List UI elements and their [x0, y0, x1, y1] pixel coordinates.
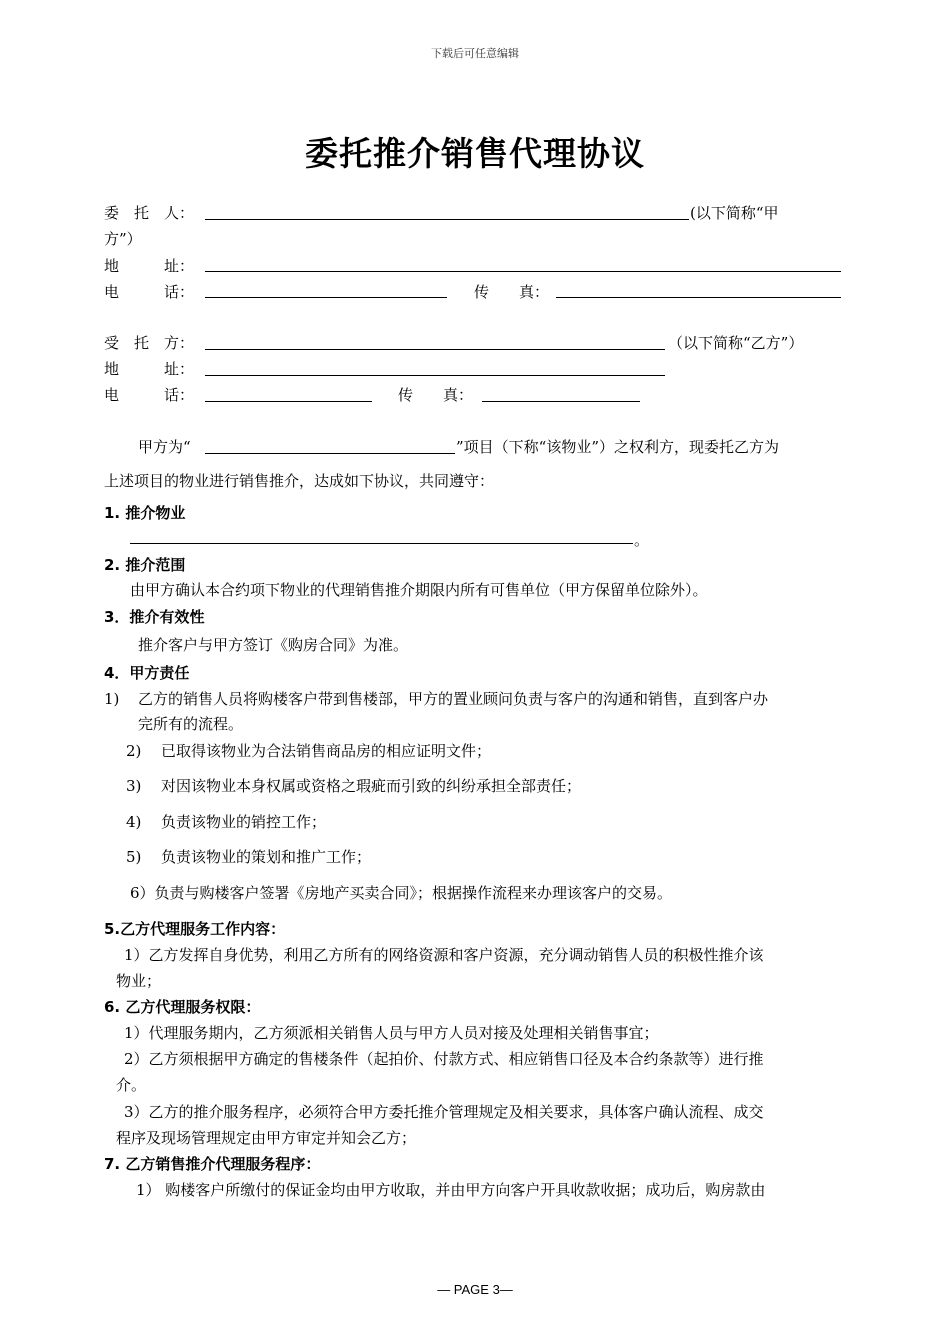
section-4-item-3-num: 3)	[126, 777, 142, 795]
party-b-address-blank	[205, 375, 665, 376]
section-1-end-mark: 。	[634, 531, 650, 549]
party-b-phone-blank	[205, 401, 372, 402]
party-a-suffix: (以下简称“甲	[690, 204, 779, 222]
section-5-item-1-line2: 物业；	[116, 972, 162, 990]
party-a-suffix-cont: 方”）	[104, 230, 142, 248]
party-a-name-blank	[205, 219, 689, 220]
party-a-address-label: 地 址：	[104, 257, 195, 275]
section-4-title: 4．甲方责任	[104, 664, 190, 682]
section-4-item-2-num: 2)	[126, 742, 142, 760]
party-b-fax-label: 传 真：	[398, 386, 474, 404]
section-2-title: 2. 推介范围	[104, 556, 186, 574]
section-1-title: 1. 推介物业	[104, 504, 186, 522]
intro-line2: 上述项目的物业进行销售推介，达成如下协议，共同遵守：	[104, 472, 495, 490]
section-4-item-4-num: 4)	[126, 813, 142, 831]
section-4-item-1-line2: 完所有的流程。	[138, 715, 244, 733]
party-a-phone-blank	[205, 297, 447, 298]
section-6-item-3-line1: 3）乙方的推介服务程序，必须符合甲方委托推介管理规定及相关要求，具体客户确认流程、成交	[124, 1103, 764, 1121]
section-6-item-3-line2: 程序及现场管理规定由甲方审定并知会乙方；	[116, 1129, 417, 1147]
party-a-address-blank	[205, 271, 841, 272]
project-name-blank	[205, 453, 455, 454]
section-4-item-6: 6）负责与购楼客户签署《房地产买卖合同》；根据操作流程来办理该客户的交易。	[130, 884, 673, 902]
party-a-fax-label: 传 真：	[474, 283, 550, 301]
party-b-suffix: （以下简称“乙方”）	[668, 334, 804, 352]
section-7-item-1: 1） 购楼客户所缴付的保证金均由甲方收取，并由甲方向客户开具收款收据；成功后，购房款由	[136, 1181, 766, 1199]
section-2-text: 由甲方确认本合约项下物业的代理销售推介期限内所有可售单位（甲方保留单位除外）。	[130, 581, 708, 599]
party-a-phone-label: 电 话：	[104, 283, 195, 301]
section-3-title: 3．推介有效性	[104, 608, 205, 626]
intro-line1-end: ”项目（下称“该物业”）之权利方，现委托乙方为	[456, 438, 780, 456]
section-4-item-4: 负责该物业的销控工作；	[161, 813, 327, 831]
section-6-item-1: 1）代理服务期内，乙方须派相关销售人员与甲方人员对接及处理相关销售事宜；	[124, 1024, 659, 1042]
section-4-item-2: 已取得该物业为合法销售商品房的相应证明文件；	[161, 742, 492, 760]
section-4-item-5: 负责该物业的策划和推广工作；	[161, 848, 372, 866]
section-3-text: 推介客户与甲方签订《购房合同》为准。	[138, 636, 409, 654]
page-number: — PAGE 3—	[437, 1282, 513, 1297]
document-title: 委托推介销售代理协议	[305, 134, 645, 173]
section-5-item-1-line1: 1）乙方发挥自身优势，利用乙方所有的网络资源和客户资源，充分调动销售人员的积极性推介该	[124, 946, 764, 964]
property-blank	[130, 543, 633, 544]
header-note: 下载后可任意编辑	[431, 47, 519, 60]
section-6-item-2-line1: 2）乙方须根据甲方确定的售楼条件（起拍价、付款方式、相应销售口径及本合约条款等）进行推	[124, 1050, 764, 1068]
party-b-phone-label: 电 话：	[104, 386, 195, 404]
section-4-item-1-line1: 乙方的销售人员将购楼客户带到售楼部，甲方的置业顾问负责与客户的沟通和销售，直到客户办	[138, 690, 769, 708]
intro-line1-start: 甲方为“	[138, 438, 191, 456]
party-a-label: 委 托 人：	[104, 204, 195, 222]
section-4-item-1-num: 1)	[104, 690, 120, 708]
section-4-item-3: 对因该物业本身权属或资格之瑕疵而引致的纠纷承担全部责任；	[161, 777, 582, 795]
party-b-fax-blank	[482, 401, 640, 402]
section-6-title: 6. 乙方代理服务权限：	[104, 998, 261, 1016]
section-4-item-5-num: 5)	[126, 848, 142, 866]
section-7-title: 7. 乙方销售推介代理服务程序：	[104, 1155, 321, 1173]
section-6-item-2-line2: 介。	[116, 1076, 147, 1094]
party-b-address-label: 地 址：	[104, 360, 195, 378]
party-b-label: 受 托 方：	[104, 334, 195, 352]
party-a-fax-blank	[556, 297, 841, 298]
section-5-title: 5.乙方代理服务工作内容：	[104, 920, 286, 938]
party-b-name-blank	[205, 349, 665, 350]
